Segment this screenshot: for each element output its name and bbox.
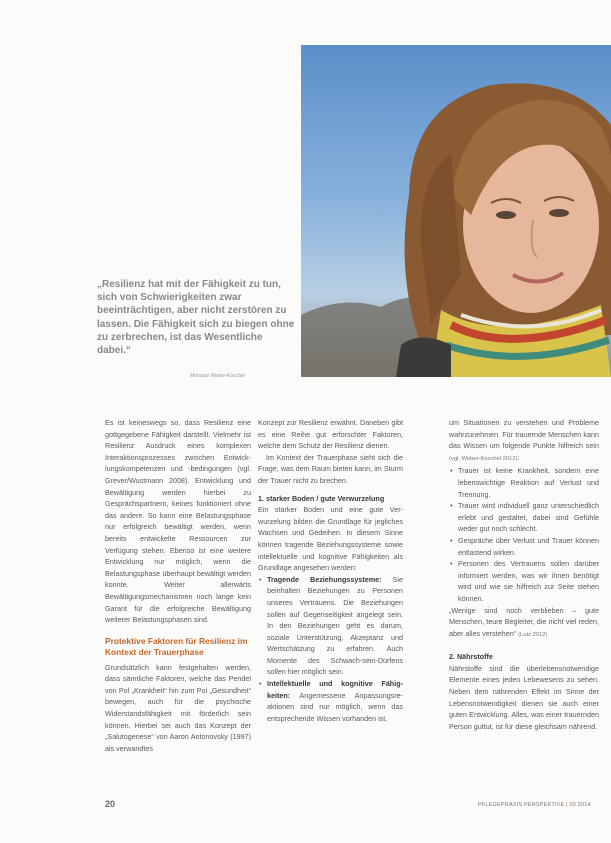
list-item: • Trauer ist keine Krankheit, sondern eine lebenswichtige Reaktion auf Verlust und Trennung. <box>449 465 599 500</box>
portrait-illustration <box>301 45 611 377</box>
list-item: • Gespräche über Verlust und Trauer können entlastend wirken. <box>449 535 599 558</box>
section-heading: Protektive Faktoren für Resilienz im Kontext der Trauerphase <box>105 635 248 657</box>
issue-number: 02 2014 <box>569 802 591 808</box>
body-text: um Situationen zu verstehen und Probleme wahrzunehmen. Für trauernde Menschen kann das Wissen um folgende Punkte hilfreich sein <box>449 418 599 451</box>
list-item-text: Sie beinhalten Beziehungen zu Personen unseres Vertrauens. Die Beziehungen sollen auf Gegenseitigkeit angelegt sein. In den Beziehungen geht es darum, soziale Unterstützung, Akzeptanz und Wertschätzung zu erfahren. Auch Momente des Schwach-sein-Dürfens sollen hier möglich sein. <box>267 574 403 677</box>
text-column-2 <box>258 417 403 724</box>
body-paragraph: Konzept zur Resilienz erwähnt. Daneben gibt es eine Reihe gut erforschter Faktoren, welche dem Schutz der Resilienz dienen. <box>258 418 403 451</box>
list-item <box>258 678 403 724</box>
bullet-list <box>449 465 599 604</box>
pull-quote-source: Monique Weber-Koschel <box>190 373 245 379</box>
list-item-lead: Intellektuelle und kognitive Fähigkeiten: <box>267 679 403 700</box>
subsection-heading: 1. starker Boden / gute Verwurzelung <box>258 493 385 503</box>
text-column-3 <box>449 417 599 732</box>
body-paragraph: Nährstoffe sind die überlebensnotwendige Elemente eines jeden Lebewesens zu sehen. Neben dem nährenden Effekt im Sinne der Lebensnotwendigkeit dienen sie auch einer guten Entwicklung. Alles, was einer trauernden Person guttut, ist für diese gleichsam nährend. <box>449 663 599 731</box>
page-number: 20 <box>105 799 116 809</box>
subsection-heading: 2. Nährstoffe <box>449 652 493 662</box>
list-item: • Trauer wird individuell ganz unterschiedlich erlebt und gestaltet, dabei sind Gefühle weder gut noch schlecht. <box>449 500 599 535</box>
citation: (Lutz 2012) <box>518 631 548 638</box>
body-paragraph: Es ist keineswegs so, dass Resilienz eine gottgegebene Fähigkeit darstellt. Vielmehr ist Resilienz Ausdruck eines komplexen Interaktionsprozesses zwischen Entwicklungskompetenzen und -bedingungen (vgl. Grever/Wustmann 2008). Entwicklung und Bewältigung werden hierbei zu Gesprächspartnern, keines funktioniert ohne das andere. So kann eine Belastungsphase nur erfolgreich bewältigt werden, wenn bereits entwickelte Ressourcen zur Verfügung stehen. Ebenso ist eine weitere Entwicklung nur möglich, wenn die Belastungsphase überhaupt bewältigt werden konnte. Weiter allerwärts Bewältigungsmechanismen noch lange kein Garant für die erfolgreiche Bewältigung weiterer Belastungsphasen sind. <box>105 418 251 625</box>
portrait-photo <box>301 45 611 377</box>
list-item-lead: Tragende Beziehungssysteme: <box>267 574 382 584</box>
list-item <box>258 574 403 678</box>
list-item-text: Angemessene Anpassungsreaktionen sind nur möglich, wenn das entsprechende Wissen vorhanden ist, <box>267 690 403 723</box>
body-paragraph: Grundsätzlich kann festgehalten werden, dass sämtliche Faktoren, welche das Pendel von Pol „Krankheit“ hin zum Pol „Gesundheit“ bewegen, auch für die psychische Widerstandsfähigkeit mit förderlich sein können. Hierbei sei auch das Konzept der „Salutogenese“ von Aaron Antonovsky (1997) als verwandtes <box>105 662 251 753</box>
running-footer <box>478 802 591 808</box>
quote-paragraph <box>449 605 599 642</box>
text-column-1 <box>105 417 251 754</box>
inline-quote: „Wenige sind noch verblieben – gute Menschen, teure Begleiter, die nicht viel reden, aber alles verstehen“ <box>449 605 599 638</box>
footer-separator: | <box>566 802 570 808</box>
body-paragraph: Im Kontext der Trauerphase sieht sich die Frage, was dem Raum bieten kann, im Sturm der Trauer nicht zu brechen. <box>258 452 403 485</box>
list-item: • Personen des Vertrauens sollen darüber informiert werden, was wir ihnen benötigt wird und wie sie hilfreich zur Seite stehen können. <box>449 558 599 604</box>
body-paragraph: um Situationen zu verstehen und Probleme wahrzunehmen. Für trauernde Menschen kann das Wissen um folgende Punkte hilfreich sein (vgl. Weber-Koschel 2012): <box>449 418 599 462</box>
pull-quote: „Resilienz hat mit der Fähigkeit zu tun, sich von Schwierigkeiten zwar beeinträchtigen, aber nicht zerstören zu lassen. Die Fähigkeit sich zu biegen ohne zu zerbrechen, ist das Wesentliche dabei.“ <box>97 279 295 357</box>
bullet-list <box>258 574 403 725</box>
body-paragraph: Ein starker Boden und eine gute Verwurzelung bilden die Grundlage für jegliches Wachsen und Gedeihen. In diesem Sinne können tragende Beziehungssysteme sowie intellektuelle und kognitive Fähigkeiten als Grundlage angesehen werden: <box>258 505 403 573</box>
running-title: PFLEGEPRAXIS PERSPEKTIVE <box>478 802 565 808</box>
citation: (vgl. Weber-Koschel 2012) <box>449 455 518 462</box>
